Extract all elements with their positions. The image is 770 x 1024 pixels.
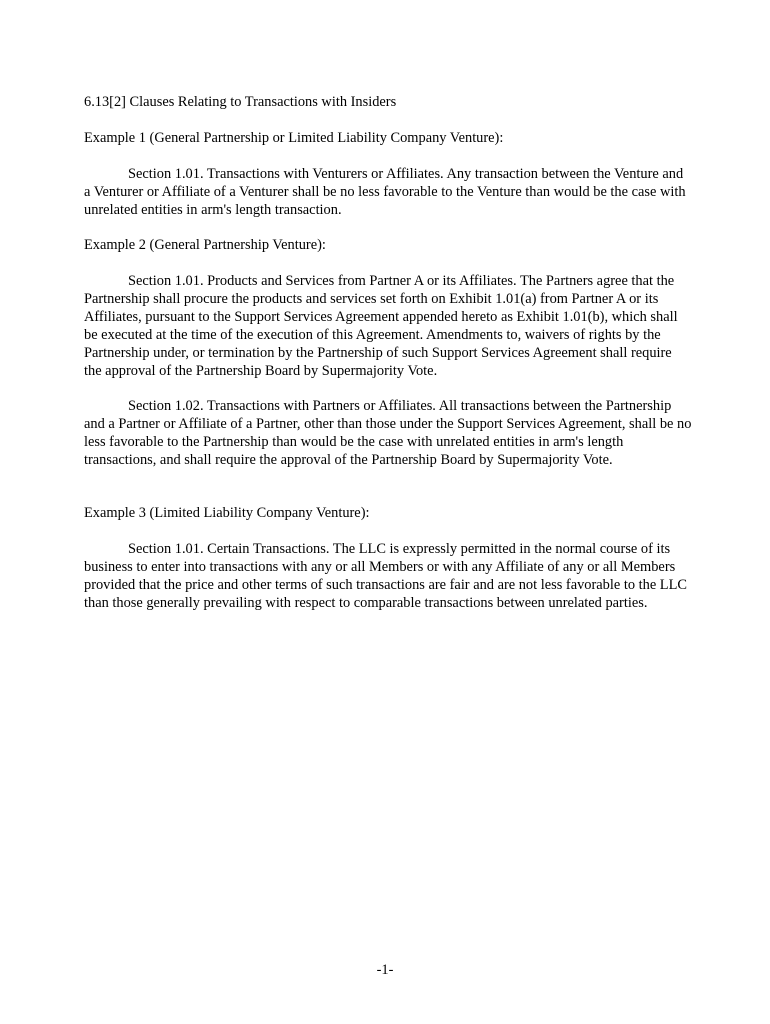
example-2-section-1-01: Section 1.01. Products and Services from Partner A or its Affiliates. The Partners agree that the Partnership shall procure the products and services set forth on Exhibit 1.01(a) from Partner A or its Affiliates, pursuant to the Support Services Agreement appended hereto as Exhibit 1.01(b), which shall be executed at the time of the execution of this Agreement. Amendments to, waivers of rights by the Partnership under, or termination by the Partnership of such Support Services Agreement shall require the approval of the Partnership Board by Supermajority Vote. bbox=[84, 273, 678, 379]
example-1-section-1-01: Section 1.01. Transactions with Venturers or Affiliates. Any transaction between the Venture and a Venturer or Affiliate of a Venturer shall be no less favorable to the Venture than would be the case with unrelated entities in arm's length transaction. bbox=[84, 166, 686, 218]
example-1-title: Example 1 (General Partnership or Limited Liability Company Venture): bbox=[84, 130, 504, 146]
section-heading: 6.13[2] Clauses Relating to Transactions with Insiders bbox=[84, 94, 397, 110]
example-3-section-1-01: Section 1.01. Certain Transactions. The LLC is expressly permitted in the normal course of its business to enter into transactions with any or all Members or with any Affiliate of any or all Members provided that the price and other terms of such transactions are fair and are not less favorable to the LLC than those generally prevailing with respect to comparable transactions between unrelated parties. bbox=[84, 541, 687, 611]
example-3-title: Example 3 (Limited Liability Company Venture): bbox=[84, 505, 370, 521]
example-2-title: Example 2 (General Partnership Venture): bbox=[84, 237, 326, 253]
example-2-section-1-02: Section 1.02. Transactions with Partners or Affiliates. All transactions between the Partnership and a Partner or Affiliate of a Partner, other than those under the Support Services Agreement, shall be no less favorable to the Partnership than would be the case with unrelated entities in arm's length transactions, and shall require the approval of the Partnership Board by Supermajority Vote. bbox=[84, 398, 692, 468]
page-number: -1- bbox=[376, 962, 394, 978]
